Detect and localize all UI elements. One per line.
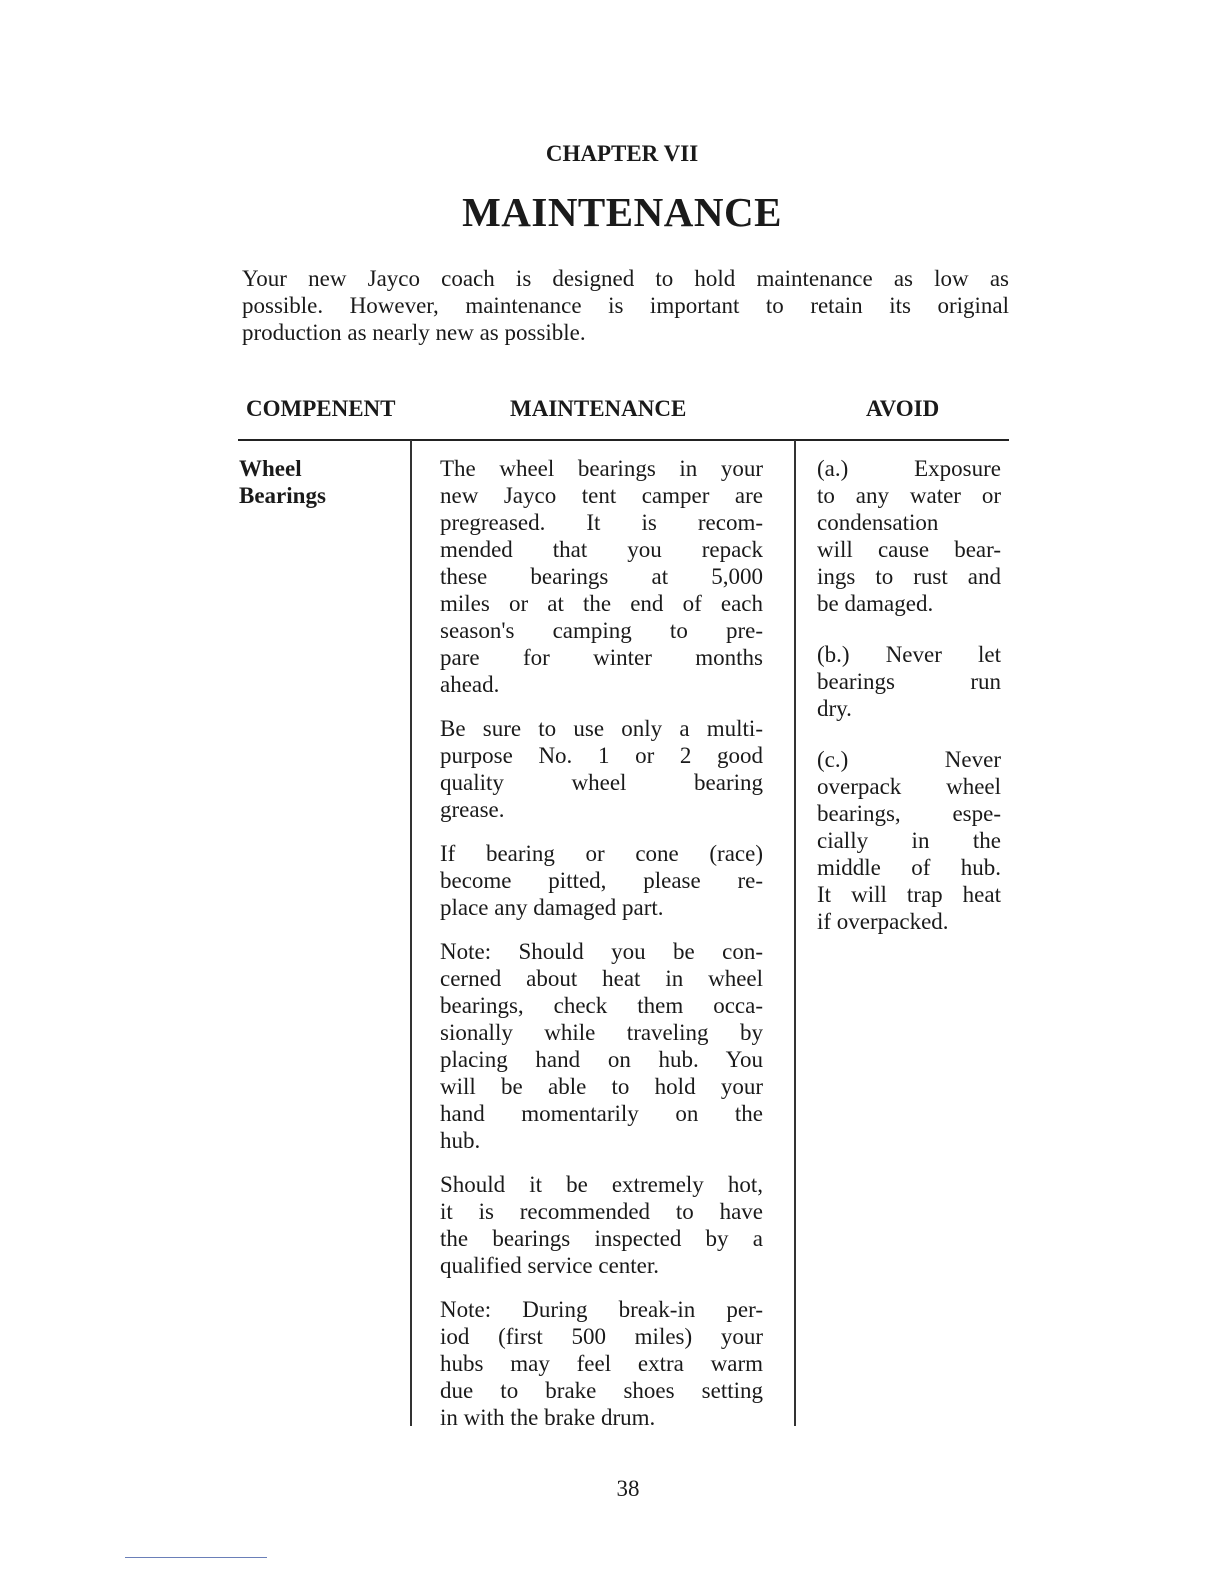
paragraph (817, 746, 1001, 935)
text-line: it is recommended to have (440, 1199, 763, 1224)
text-line: to any water or (817, 483, 1001, 508)
text-line: mended that you repack (440, 537, 763, 562)
text-line: (b.) Never let (817, 642, 1001, 667)
text-line: bearings run (817, 669, 1001, 694)
text-line: Your new Jayco coach is designed to hold maintenance as low as (242, 266, 1009, 291)
text-line: cerned about heat in wheel (440, 966, 763, 991)
text-line: quality wheel bearing (440, 770, 763, 795)
text-line: bearings, espe- (817, 801, 1001, 826)
paragraph (440, 455, 763, 698)
text-line: season's camping to pre- (440, 618, 763, 643)
text-line: qualified service center. (440, 1253, 660, 1278)
text-line: grease. (440, 797, 505, 822)
text-line: in with the brake drum. (440, 1405, 656, 1430)
text-line: possible. However, maintenance is important to retain its original (242, 293, 1009, 318)
text-line: place any damaged part. (440, 895, 664, 920)
paragraph (440, 1296, 763, 1431)
text-line: (c.) Never (817, 747, 1001, 772)
text-line: if overpacked. (817, 909, 949, 934)
text-line: miles or at the end of each (440, 591, 763, 616)
text-line: hub. (440, 1128, 481, 1153)
text-line: Note: During break-in per- (440, 1297, 763, 1322)
text-line: bearings, check them occa- (440, 993, 763, 1018)
text-line: hand momentarily on the (440, 1101, 763, 1126)
page-number: 38 (616, 1476, 640, 1501)
text-line: pare for winter months (440, 645, 763, 670)
text-line: new Jayco tent camper are (440, 483, 763, 508)
text-line: Be sure to use only a multi- (440, 716, 763, 741)
text-line: placing hand on hub. You (440, 1047, 763, 1072)
text-line: It will trap heat (817, 882, 1001, 907)
footer-line (125, 1557, 267, 1558)
column-divider (410, 440, 412, 1426)
paragraph (817, 455, 1001, 617)
maintenance-column (440, 455, 763, 1448)
header-avoid: AVOID (866, 396, 940, 421)
text-line: Note: Should you be con- (440, 939, 763, 964)
text-line: due to brake shoes setting (440, 1378, 763, 1403)
text-line: be damaged. (817, 591, 934, 616)
text-line: will be able to hold your (440, 1074, 763, 1099)
page-title: MAINTENANCE (462, 189, 782, 235)
text-line: sionally while traveling by (440, 1020, 763, 1045)
text-line: these bearings at 5,000 (440, 564, 763, 589)
text-line: production as nearly new as possible. (242, 320, 586, 345)
text-line: condensation (817, 510, 939, 535)
text-line: Should it be extremely hot, (440, 1172, 763, 1197)
text-line: purpose No. 1 or 2 good (440, 743, 763, 768)
text-line: overpack wheel (817, 774, 1001, 799)
component-name: Wheel Bearings (239, 456, 326, 508)
text-line: dry. (817, 696, 852, 721)
avoid-column (817, 455, 1001, 959)
header-maintenance: MAINTENANCE (510, 396, 687, 421)
text-line: If bearing or cone (race) (440, 841, 763, 866)
text-line: cially in the (817, 828, 1001, 853)
text-line: ahead. (440, 672, 500, 697)
paragraph (440, 715, 763, 823)
text-line: The wheel bearings in your (440, 456, 763, 481)
text-line: hubs may feel extra warm (440, 1351, 763, 1376)
text-line: become pitted, please re- (440, 868, 763, 893)
paragraph (817, 641, 1001, 722)
header-component: COMPENENT (246, 396, 396, 421)
column-divider (794, 440, 796, 1426)
text-line: the bearings inspected by a (440, 1226, 763, 1251)
paragraph (440, 938, 763, 1154)
intro-paragraph (242, 265, 1009, 346)
table-header-rule (238, 439, 1009, 441)
text-line: will cause bear- (817, 537, 1001, 562)
text-line: pregreased. It is recom- (440, 510, 763, 535)
text-line: (a.) Exposure (817, 456, 1001, 481)
paragraph (440, 840, 763, 921)
paragraph (440, 1171, 763, 1279)
text-line: ings to rust and (817, 564, 1001, 589)
text-line: middle of hub. (817, 855, 1001, 880)
text-line: iod (first 500 miles) your (440, 1324, 763, 1349)
chapter-label: CHAPTER VII (545, 141, 699, 166)
